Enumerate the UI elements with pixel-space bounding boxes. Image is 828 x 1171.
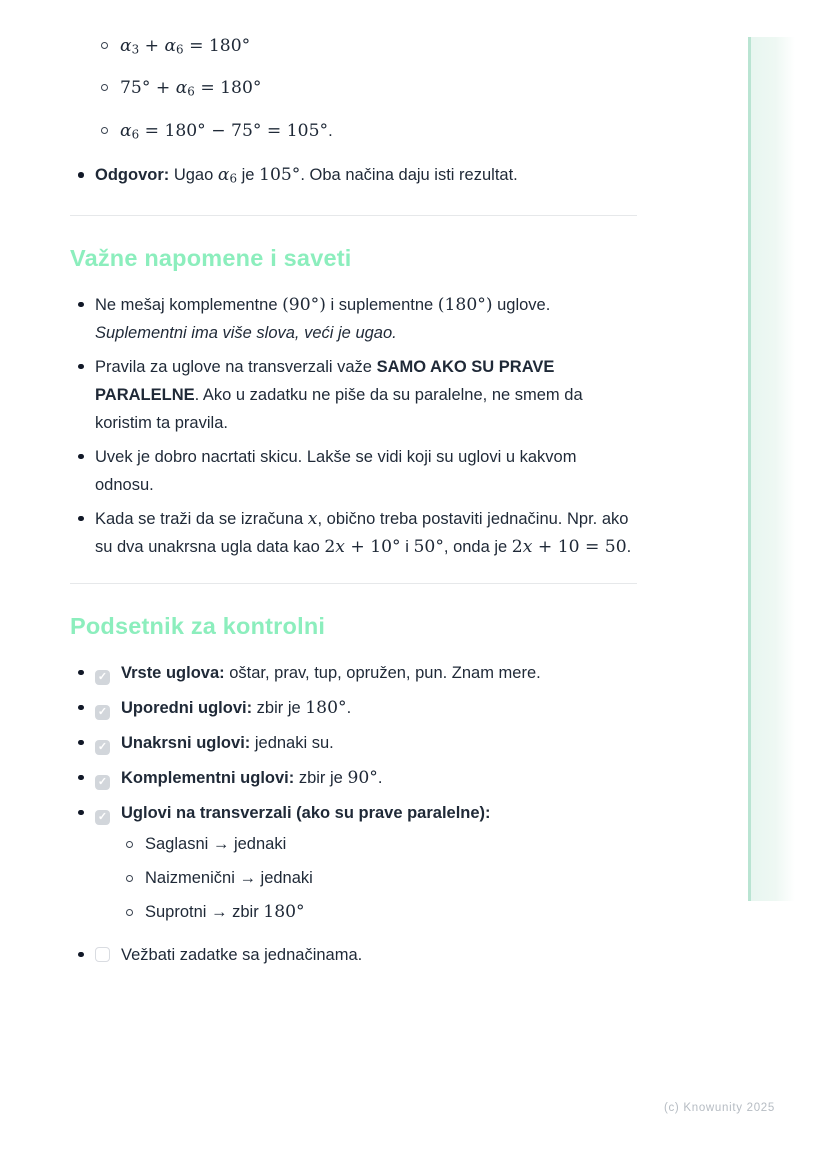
document-content [70, 34, 637, 976]
solution-steps-list [70, 34, 637, 146]
answer-list [70, 161, 637, 192]
notes-list [70, 291, 637, 561]
note-item: Uvek je dobro nacrtati skicu. Lakše se vidi koji su uglovi u kakvom odnosu. [70, 443, 637, 499]
note-item: Pravila za uglove na transverzali važe SAMO AKO SU PRAVE PARALELNE. Ako u zadatku ne piše da su paralelne, ne smem da koristim ta pravila. [70, 353, 637, 437]
checkbox-icon[interactable] [95, 670, 110, 685]
accent-bar [748, 37, 795, 901]
answer-item: Odgovor: Ugao α6 je 105°. Oba načina daju isti rezultat. [70, 161, 637, 192]
sublist-item: Saglasni → jednaki [95, 830, 637, 858]
solution-step: α3 + α6 = 180° [70, 34, 637, 61]
checklist-item [70, 941, 637, 969]
checklist-item-label: Uglovi na transverzali (ako su prave paralelne): [121, 803, 491, 822]
checklist-item-label: Komplementni uglovi: zbir je 90°. [121, 767, 383, 788]
checklist-item-label: Uporedni uglovi: zbir je 180°. [121, 697, 352, 718]
checklist-item-label: Vežbati zadatke sa jednačinama. [121, 945, 363, 964]
checklist-heading: Podsetnik za kontrolni [70, 612, 326, 639]
checkbox-icon[interactable] [95, 740, 110, 755]
checklist-item [70, 799, 637, 926]
solution-step: 75° + α6 = 180° [70, 76, 637, 103]
transversal-sublist [95, 830, 637, 926]
checklist-item [70, 659, 637, 687]
sublist-item: Suprotni → zbir 180° [95, 898, 637, 926]
checkbox-icon[interactable] [95, 775, 110, 790]
checklist-item [70, 694, 637, 722]
note-item: Ne mešaj komplementne (90°) i suplementne (180°) uglove. Suplementni ima više slova, veći je ugao. [70, 291, 637, 347]
section-divider [70, 215, 637, 216]
checkbox-icon[interactable] [95, 705, 110, 720]
copyright-footer: (c) Knowunity 2025 [663, 1102, 775, 1114]
sublist-item: Naizmenični → jednaki [95, 864, 637, 892]
checklist [70, 659, 637, 969]
solution-step: α6 = 180° − 75° = 105°. [70, 119, 637, 146]
checkbox-icon[interactable] [95, 810, 110, 825]
checkbox-icon[interactable] [95, 947, 110, 962]
checklist-item [70, 729, 637, 757]
note-item: Kada se traži da se izračuna x, obično treba postaviti jednačinu. Npr. ako su dva unakrsna ugla data kao 2x + 10° i 50°, onda je 2x + 10 = 50. [70, 505, 637, 561]
checklist-item-label: Unakrsni uglovi: jednaki su. [121, 733, 334, 752]
checklist-item-label: Vrste uglova: oštar, prav, tup, opružen, pun. Znam mere. [121, 663, 541, 682]
notes-heading: Važne napomene i saveti [70, 244, 352, 271]
checklist-item [70, 764, 637, 792]
section-divider [70, 583, 637, 584]
